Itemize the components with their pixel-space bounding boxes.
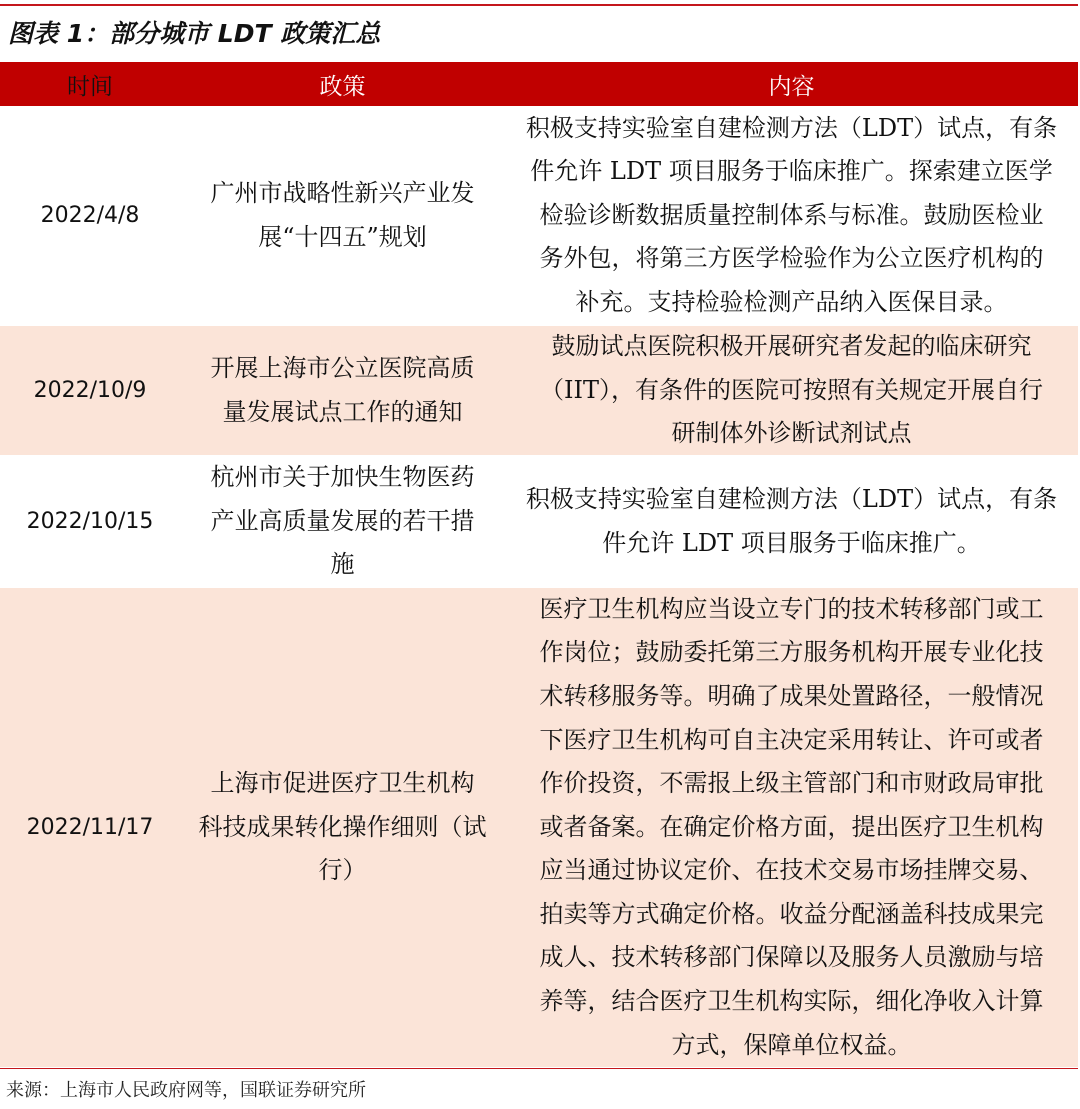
content-line: 或者备案。在确定价格方面，提出医疗卫生机构 (539, 812, 1044, 841)
content-line: 补充。支持检验检测产品纳入医保目录。 (575, 287, 1008, 316)
date-cell: 2022/10/9 (33, 378, 147, 403)
content-cell (505, 588, 1078, 1067)
content-line: 下医疗卫生机构可自主决定采用转让、许可或者 (539, 725, 1044, 754)
content-line: 医疗卫生机构应当设立专门的技术转移部门或工 (539, 594, 1044, 623)
policy-line: 量发展试点工作的通知 (222, 397, 463, 426)
content-line: （IIT），有条件的医院可按照有关规定开展自行 (540, 375, 1043, 404)
top-rule (0, 4, 1078, 6)
content-line: 积极支持实验室自建检测方法（LDT）试点，有条 (525, 113, 1058, 142)
content-line: 应当通过协议定价、在技术交易市场挂牌交易、 (539, 856, 1044, 885)
policy-line: 杭州市关于加快生物医药 (210, 463, 475, 492)
content-cell (505, 326, 1078, 455)
header-time: 时间 (67, 73, 113, 100)
content-line: 研制体外诊断试剂试点 (671, 419, 912, 448)
content-line: 拍卖等方式确定价格。收益分配涵盖科技成果完 (539, 899, 1044, 928)
source-note: 来源：上海市人民政府网等，国联证券研究所 (6, 1080, 366, 1101)
content-line: 作价投资，不需报上级主管部门和市财政局审批 (539, 769, 1044, 798)
content-line: 件允许 LDT 项目服务于临床推广。 (602, 528, 981, 557)
bottom-rule (0, 1068, 1078, 1069)
content-line: 鼓励试点医院积极开展研究者发起的临床研究 (551, 332, 1032, 361)
content-line: 成人、技术转移部门保障以及服务人员激励与培 (539, 943, 1044, 972)
policy-line: 产业高质量发展的若干措 (210, 506, 475, 535)
table-row (0, 587, 1078, 1068)
policy-line: 行） (318, 856, 367, 885)
content-line: 术转移服务等。明确了成果处置路径，一般情况 (539, 681, 1044, 710)
content-cell (505, 106, 1078, 325)
table-row (0, 325, 1078, 456)
date-cell: 2022/11/17 (26, 815, 154, 840)
content-line: 作岗位；鼓励委托第三方服务机构开展专业化技 (539, 638, 1044, 667)
content-line: 养等，结合医疗卫生机构实际，细化净收入计算 (539, 987, 1044, 1016)
figure-title: 图表 1：部分城市 LDT 政策汇总 (8, 19, 381, 48)
header-content: 内容 (768, 73, 815, 100)
date-cell: 2022/4/8 (40, 203, 140, 228)
policy-line: 科技成果转化操作细则（试 (198, 812, 487, 841)
policy-cell (180, 588, 505, 1067)
policy-cell (180, 456, 505, 587)
table-header (0, 62, 1078, 106)
header-policy: 政策 (319, 73, 366, 100)
content-cell (505, 456, 1078, 587)
content-line: 检验诊断数据质量控制体系与标准。鼓励医检业 (539, 200, 1044, 229)
content-line: 积极支持实验室自建检测方法（LDT）试点，有条 (525, 484, 1058, 513)
policy-line: 开展上海市公立医院高质 (210, 353, 475, 382)
date-cell: 2022/10/15 (26, 509, 154, 534)
content-line: 务外包，将第三方医学检验作为公立医疗机构的 (539, 244, 1044, 273)
policy-line: 施 (330, 550, 355, 579)
content-line: 件允许 LDT 项目服务于临床推广。探索建立医学 (530, 157, 1053, 186)
policy-cell (180, 106, 505, 325)
policy-line: 上海市促进医疗卫生机构 (210, 769, 475, 798)
policy-cell (180, 326, 505, 455)
content-line: 方式，保障单位权益。 (671, 1030, 912, 1059)
policy-line: 展“十四五”规划 (258, 222, 427, 251)
table-row (0, 106, 1078, 325)
table-row (0, 456, 1078, 587)
policy-line: 广州市战略性新兴产业发 (210, 178, 475, 207)
